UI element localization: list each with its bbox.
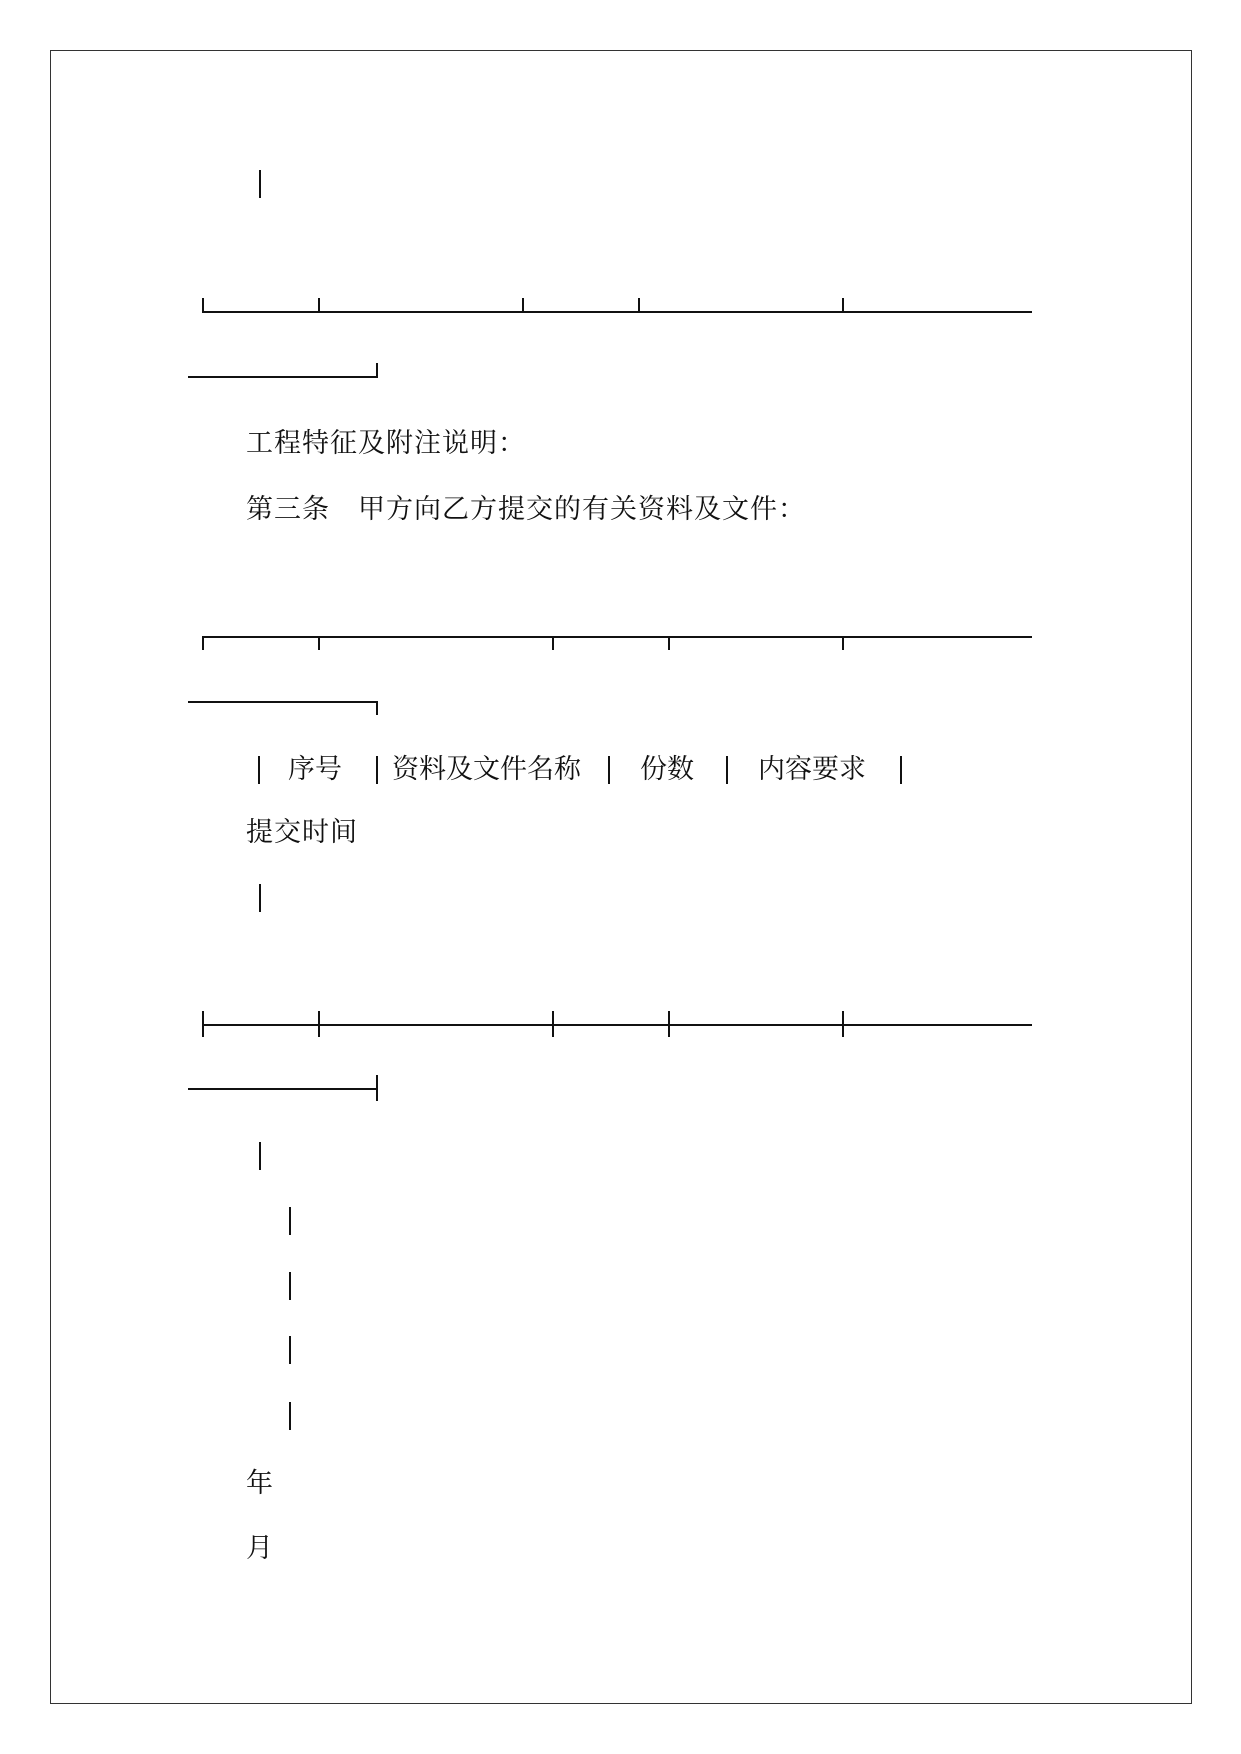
header-content-requirements: 内容要求 — [758, 754, 866, 785]
year-label: 年 — [246, 1468, 274, 1499]
page-border — [50, 50, 1192, 1704]
header-serial-number: 序号 — [288, 754, 342, 785]
table-header-row — [258, 752, 918, 788]
table-vertical-bar — [259, 884, 261, 912]
table-vertical-bar — [289, 1402, 291, 1430]
table-vertical-bar — [289, 1336, 291, 1364]
header-submit-time: 提交时间 — [246, 817, 358, 848]
engineering-features-note: 工程特征及附注说明： — [246, 428, 526, 459]
header-document-name: 资料及文件名称 — [392, 754, 581, 785]
article-three-heading: 第三条 甲方向乙方提交的有关资料及文件： — [246, 494, 806, 525]
table-vertical-bar — [259, 170, 261, 198]
table-vertical-bar — [289, 1207, 291, 1235]
table-vertical-bar — [259, 1142, 261, 1170]
header-copies: 份数 — [640, 754, 694, 785]
table-vertical-bar — [289, 1272, 291, 1300]
month-label: 月 — [246, 1533, 274, 1564]
